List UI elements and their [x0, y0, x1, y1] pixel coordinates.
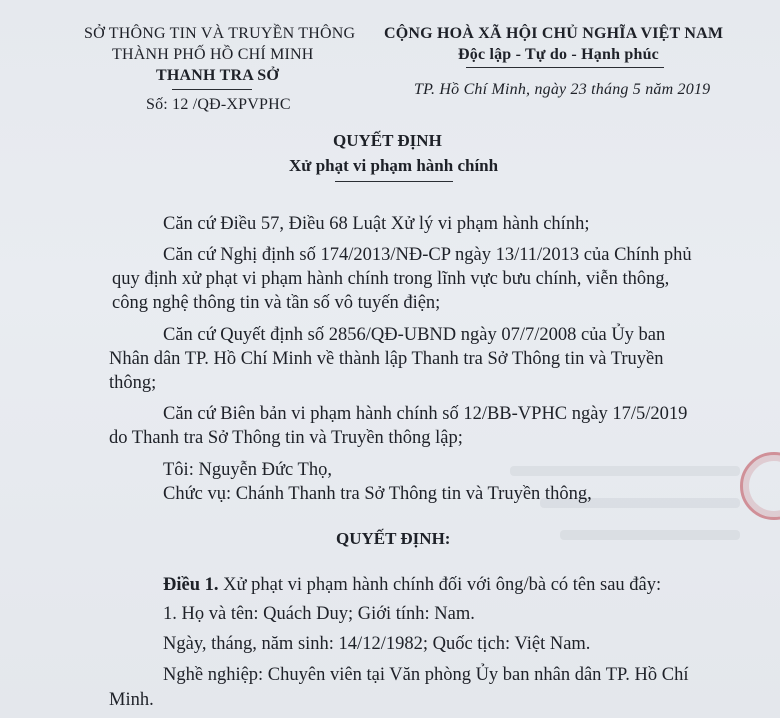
document-title: QUYẾT ĐỊNH	[333, 131, 442, 150]
bleed-through-mark	[510, 466, 740, 476]
article-1-item: Nghề nghiệp: Chuyên viên tại Văn phòng Ủy ban nhân dân TP. Hồ Chí	[163, 665, 689, 685]
place-and-date: TP. Hồ Chí Minh, ngày 23 tháng 5 năm 2019	[414, 81, 711, 98]
country-name: CỘNG HOÀ XÃ HỘI CHỦ NGHĨA VIỆT NAM	[384, 25, 724, 42]
document-subtitle: Xử phạt vi phạm hành chính	[289, 156, 499, 175]
decision-heading: QUYẾT ĐỊNH:	[336, 529, 451, 548]
subtitle-underline	[335, 181, 453, 182]
basis-line: Căn cứ Biên bản vi phạm hành chính số 12/BB-VPHC ngày 17/5/2019	[163, 404, 688, 424]
article-1-text: Xử phạt vi phạm hành chính đối với ông/bà có tên sau đây:	[218, 575, 662, 595]
article-1-label: Điều 1.	[163, 575, 219, 595]
basis-line: quy định xử phạt vi phạm hành chính trong lĩnh vực bưu chính, viễn thông,	[112, 269, 670, 289]
basis-line: Nhân dân TP. Hồ Chí Minh về thành lập Thanh tra Sở Thông tin và Truyền	[109, 349, 664, 369]
basis-line: do Thanh tra Sở Thông tin và Truyền thông lập;	[109, 428, 463, 448]
national-motto: Độc lập - Tự do - Hạnh phúc	[458, 46, 659, 63]
agency-line-1: SỞ THÔNG TIN VÀ TRUYỀN THÔNG	[84, 25, 356, 42]
department-name: THANH TRA SỞ	[156, 67, 280, 84]
document-number: Số: 12 /QĐ-XPVPHC	[146, 96, 291, 113]
basis-line: Căn cứ Điều 57, Điều 68 Luật Xử lý vi phạm hành chính;	[163, 214, 590, 234]
article-1-item: 1. Họ và tên: Quách Duy; Giới tính: Nam.	[163, 604, 475, 624]
agency-line-2: THÀNH PHỐ HỒ CHÍ MINH	[112, 46, 314, 63]
article-1-intro	[163, 574, 661, 596]
motto-underline	[466, 67, 664, 68]
article-1-item: Ngày, tháng, năm sinh: 14/12/1982; Quốc tịch: Việt Nam.	[163, 634, 591, 654]
basis-line: công nghệ thông tin và tần số vô tuyến điện;	[112, 293, 441, 313]
article-1-item: Minh.	[109, 690, 154, 710]
basis-line: thông;	[109, 373, 157, 393]
department-underline	[172, 89, 252, 90]
signer-position: Chức vụ: Chánh Thanh tra Sở Thông tin và Truyền thông,	[163, 484, 592, 504]
official-seal	[740, 452, 780, 520]
basis-line: Căn cứ Quyết định số 2856/QĐ-UBND ngày 07/7/2008 của Ủy ban	[163, 325, 666, 345]
signer-name: Tôi: Nguyễn Đức Thọ,	[163, 460, 332, 480]
basis-line: Căn cứ Nghị định số 174/2013/NĐ-CP ngày 13/11/2013 của Chính phủ	[163, 245, 692, 265]
bleed-through-mark	[560, 530, 740, 540]
